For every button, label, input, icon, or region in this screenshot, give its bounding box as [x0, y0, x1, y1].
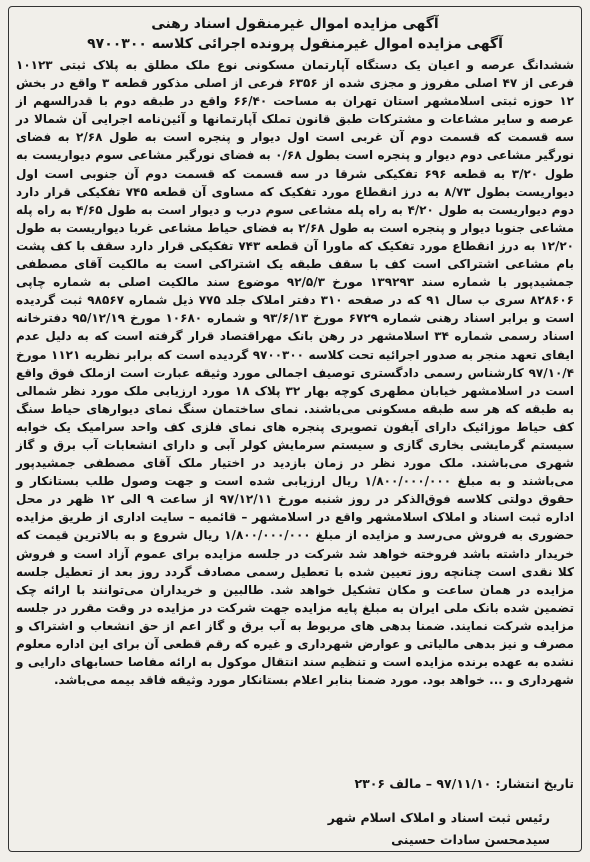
- notice-header: [20, 14, 570, 54]
- notice-subtitle: آگهی مزایده اموال غیرمنقول پرونده اجرائی کلاسه ۹۷۰۰۳۰۰: [87, 36, 503, 52]
- notice-body: [16, 56, 574, 689]
- signature-title: رئیس ثبت اسناد و املاک اسلام شهر: [327, 810, 550, 825]
- notice-title: آگهی مزایده اموال غیرمنقول اسناد رهنی: [151, 16, 439, 32]
- signature-name: سیدمحسن سادات حسینی: [391, 832, 550, 847]
- publish-date: تاریخ انتشار: ۹۷/۱۱/۱۰ – مالف ۲۳۰۶: [354, 776, 574, 791]
- notice-body-text: ششدانگ عرصه و اعیان یک دستگاه آپارتمان مسکونی نوع ملک مطلق به پلاک ثبتی ۱۰۱۲۳ فرعی از ۴۷ اصلی مفروز و مجزی شده از ۶۳۵۶ فرعی از اصلی مذکور قطعه ۳ واقع در بخش ۱۲ حوزه ثبتی اسلامشهر استان تهران به مساحت ۶۶/۴۰ واقع در طبقه دوم با قدرالسهم از عرصه و سایر مشاعات و مشترکات طبق قانون تملک آپارتمانها و آئین‌نامه اجرایی آن شمالا در سه قسمت که قسمت دوم آن غربی است اول دیوار و پنجره است به طول ۲/۶۸ به فضای نورگیر مشاعی دوم دیوار و پنجره است بطول ۰/۶۸ به فضای نورگیر مشاعی سوم دیواریست به طول ۳/۲۰ به قطعه ۶۹۶ تفکیکی شرقا در سه قسمت که قسمت دوم آن جنوبی است اول دیواریست بطول ۸/۷۳ به درز انقطاع مورد تفکیک که مساوی آن قطعه ۷۴۵ تفکیکی قرار دارد دوم دیواریست به طول ۴/۲۰ به راه پله مشاعی سوم درب و دیوار است به طول ۴/۶۵ به راه پله مشاعی جنوبا دیوار و پنجره است به طول ۲/۶۸ به فضای حیاط مشاعی غربا دیواریست به طول ۱۲/۲۰ به درز انقطاع مورد تفکیک که ماورا آن قطعه ۷۴۳ تفکیکی قرار دارد سقف با کف پشت بام مشاعی اشتراکی است کف با سقف طبقه یک اشتراکی است به مالکیت آقای مصطفی جمشیدپور با شماره سند ۱۳۹۲۹۳ مورخ ۹۲/۵/۳ موضوع سند مالکیت اصلی به شماره چاپی ۸۲۸۶۰۶ سری ب سال ۹۱ که در صفحه ۳۱۰ دفتر املاک جلد ۷۷۵ ذیل شماره ۹۸۵۶۷ ثبت گردیده است و برابر اسناد رهنی شماره ۶۷۲۹ مورخ ۹۳/۶/۱۳ و شماره ۱۰۶۸۰ مورخ ۹۵/۱۲/۱۹ دفترخانه اسناد رسمی شماره ۳۴ اسلامشهر در رهن بانک مهراقتصاد قرار گرفته است که به دلیل عدم ایفای تعهد منجر به صدور اجرائیه تحت کلاسه ۹۷۰۰۳۰۰ گردیده است که برابر نظریه ۱۱۲۱ مورخ ۹۷/۱۰/۴ کارشناس رسمی دادگستری توصیف اجمالی مورد وثیقه عبارت است ازملک فوق واقع است در اسلامشهر خیابان مطهری کوچه بهار ۳۲ پلاک ۱۸ مورد ارزیابی ملک مورد نظر شمالی به طبقه که هر سه طبقه مسکونی می‌باشند. نمای ساختمان سنگ نمای دیوارهای حیاط سنگ کف حیاط موزائیک دارای آیفون تصویری پنجره های نمای فلزی کف واحد سرامیک یک خوابه سیستم گرمایشی بخاری گازی و سیستم سرمایش کولر آبی و دارای انشعابات آب برق و گاز شهری می‌باشند. ملک مورد نظر در زمان بازدید در اختیار ملک آقای مصطفی جمشیدپور می‌باشند و به مبلغ ۱/۸۰۰/۰۰۰/۰۰۰ ریال ارزیابی شده است و جهت وصول طلب بستانکار و حقوق دولتی کلاسه فوق‌الذکر در روز شنبه مورخ ۹۷/۱۲/۱۱ از ساعت ۹ الی ۱۲ ظهر در محل اداره ثبت اسناد و املاک اسلامشهر واقع در اسلامشهر – قائمیه – سایت اداری از طریق مزایده حضوری به فروش می‌رسد و مزایده از مبلغ ۱/۸۰۰/۰۰۰/۰۰۰ ریال شروع و به بالاترین قیمت که خریدار داشته باشد فروخته خواهد شد شرکت در جلسه مزایده برای عموم آزاد است و فروش کلا نقدی است چنانچه روز تعیین شده با تعطیل رسمی مصادف گردد روز بعد از تعطیل جلسه مزایده در همان ساعت و مکان تشکیل خواهد شد. طالبین و خریداران می‌توانند با ارائه چک تضمین شده بانک ملی ایران به مبلغ پایه مزایده جهت شرکت در مزایده در وقت مقرر در جلسه مزایده شرکت نمایند. ضمنا بدهی های مربوط به آب برق و گاز اعم از حق انشعاب و اشتراک و مصرف و نیز بدهی مالیاتی و عوارض شهرداری و غیره که رقم قطعی آن برای این اداره معلوم نشده به عهده برنده مزایده است و تنظیم سند انتقال موکول به ارائه مفاصا حسابهای دارایی و شهرداری و ... خواهد بود. مورد ضمنا بنابر اعلام بستانکار مورد وثیقه فاقد بیمه می‌باشد.: [16, 58, 575, 688]
